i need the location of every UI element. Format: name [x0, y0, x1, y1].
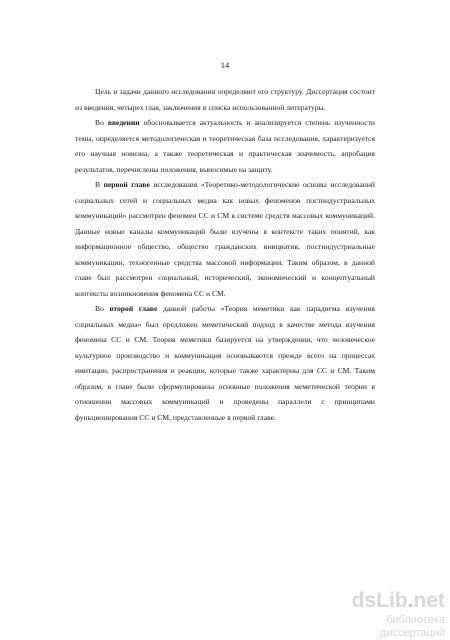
bold-term: второй главе — [109, 304, 158, 313]
paragraph-text: данной работы «Теория меметики как парадигма изучения социальных медиа» был предложен меметический подход в качестве метода изучения феномена СС и СМ. Теория меметики базируется на утверждении, что человеческое культурное производство и коммуникация основываются прежде всего на процессах имитации, распространения и реакции, которые также характерны для СС и СМ. Таким образом, в главе были сформулированы основные положения меметической теории в отношении массовых коммуникаций и проведены параллели с принципами функционирования СС и СМ, представленные в первой главе. — [75, 304, 375, 422]
paragraph-lead: Во — [95, 118, 108, 127]
logo-text: dsLib — [351, 589, 408, 612]
logo-dot: . — [407, 589, 414, 612]
paragraph-structure — [75, 84, 375, 115]
document-body — [75, 84, 375, 425]
logo-text: net — [413, 589, 445, 612]
paragraph-lead: Во — [95, 304, 110, 313]
paragraph-lead: В — [95, 180, 104, 189]
paragraph-text: исследования «Теоретико-методологические основы исследований социальных сетей и социальных медиа как новых феноменов постиндустриальных коммуникаций» рассмотрен феномен СС и СМ в системе средств массовых коммуникаций. Данные новые каналы коммуникаций были изучены в контексте таких понятий, как информационное общество, общество гражданских инициатив, постиндустриальные коммуникации, техногенные средства массовой информации. Таким образом, в данной главе был рассмотрен социальный, исторический, экономический и концептуальный контексты возникновения феномена СС и СМ. — [75, 180, 375, 298]
paragraph-introduction — [75, 115, 375, 177]
page-number: 14 — [220, 60, 230, 70]
paragraph-chapter-one — [75, 177, 375, 301]
watermark — [320, 590, 445, 640]
bold-term: введении — [107, 118, 140, 127]
paragraph-chapter-two — [75, 301, 375, 425]
watermark-subtitle: библиотека диссертаций — [379, 614, 445, 639]
paragraph-text: обосновывается актуальность и анализируется степень изученности темы, определяется методологическая и теоретическая база исследования, характеризуется его научная новизна, а также теоретическая и практическая значимость, апробация результатов, перечислены положения, выносимые на защиту. — [75, 118, 375, 174]
bold-term: первой главе — [103, 180, 150, 189]
paragraph-text: Цель и задачи данного исследования определяют его структуру. Диссертация состоит из введения, четырех глав, заключения и списка использованной литературы. — [75, 87, 375, 112]
watermark-logo — [320, 590, 445, 612]
